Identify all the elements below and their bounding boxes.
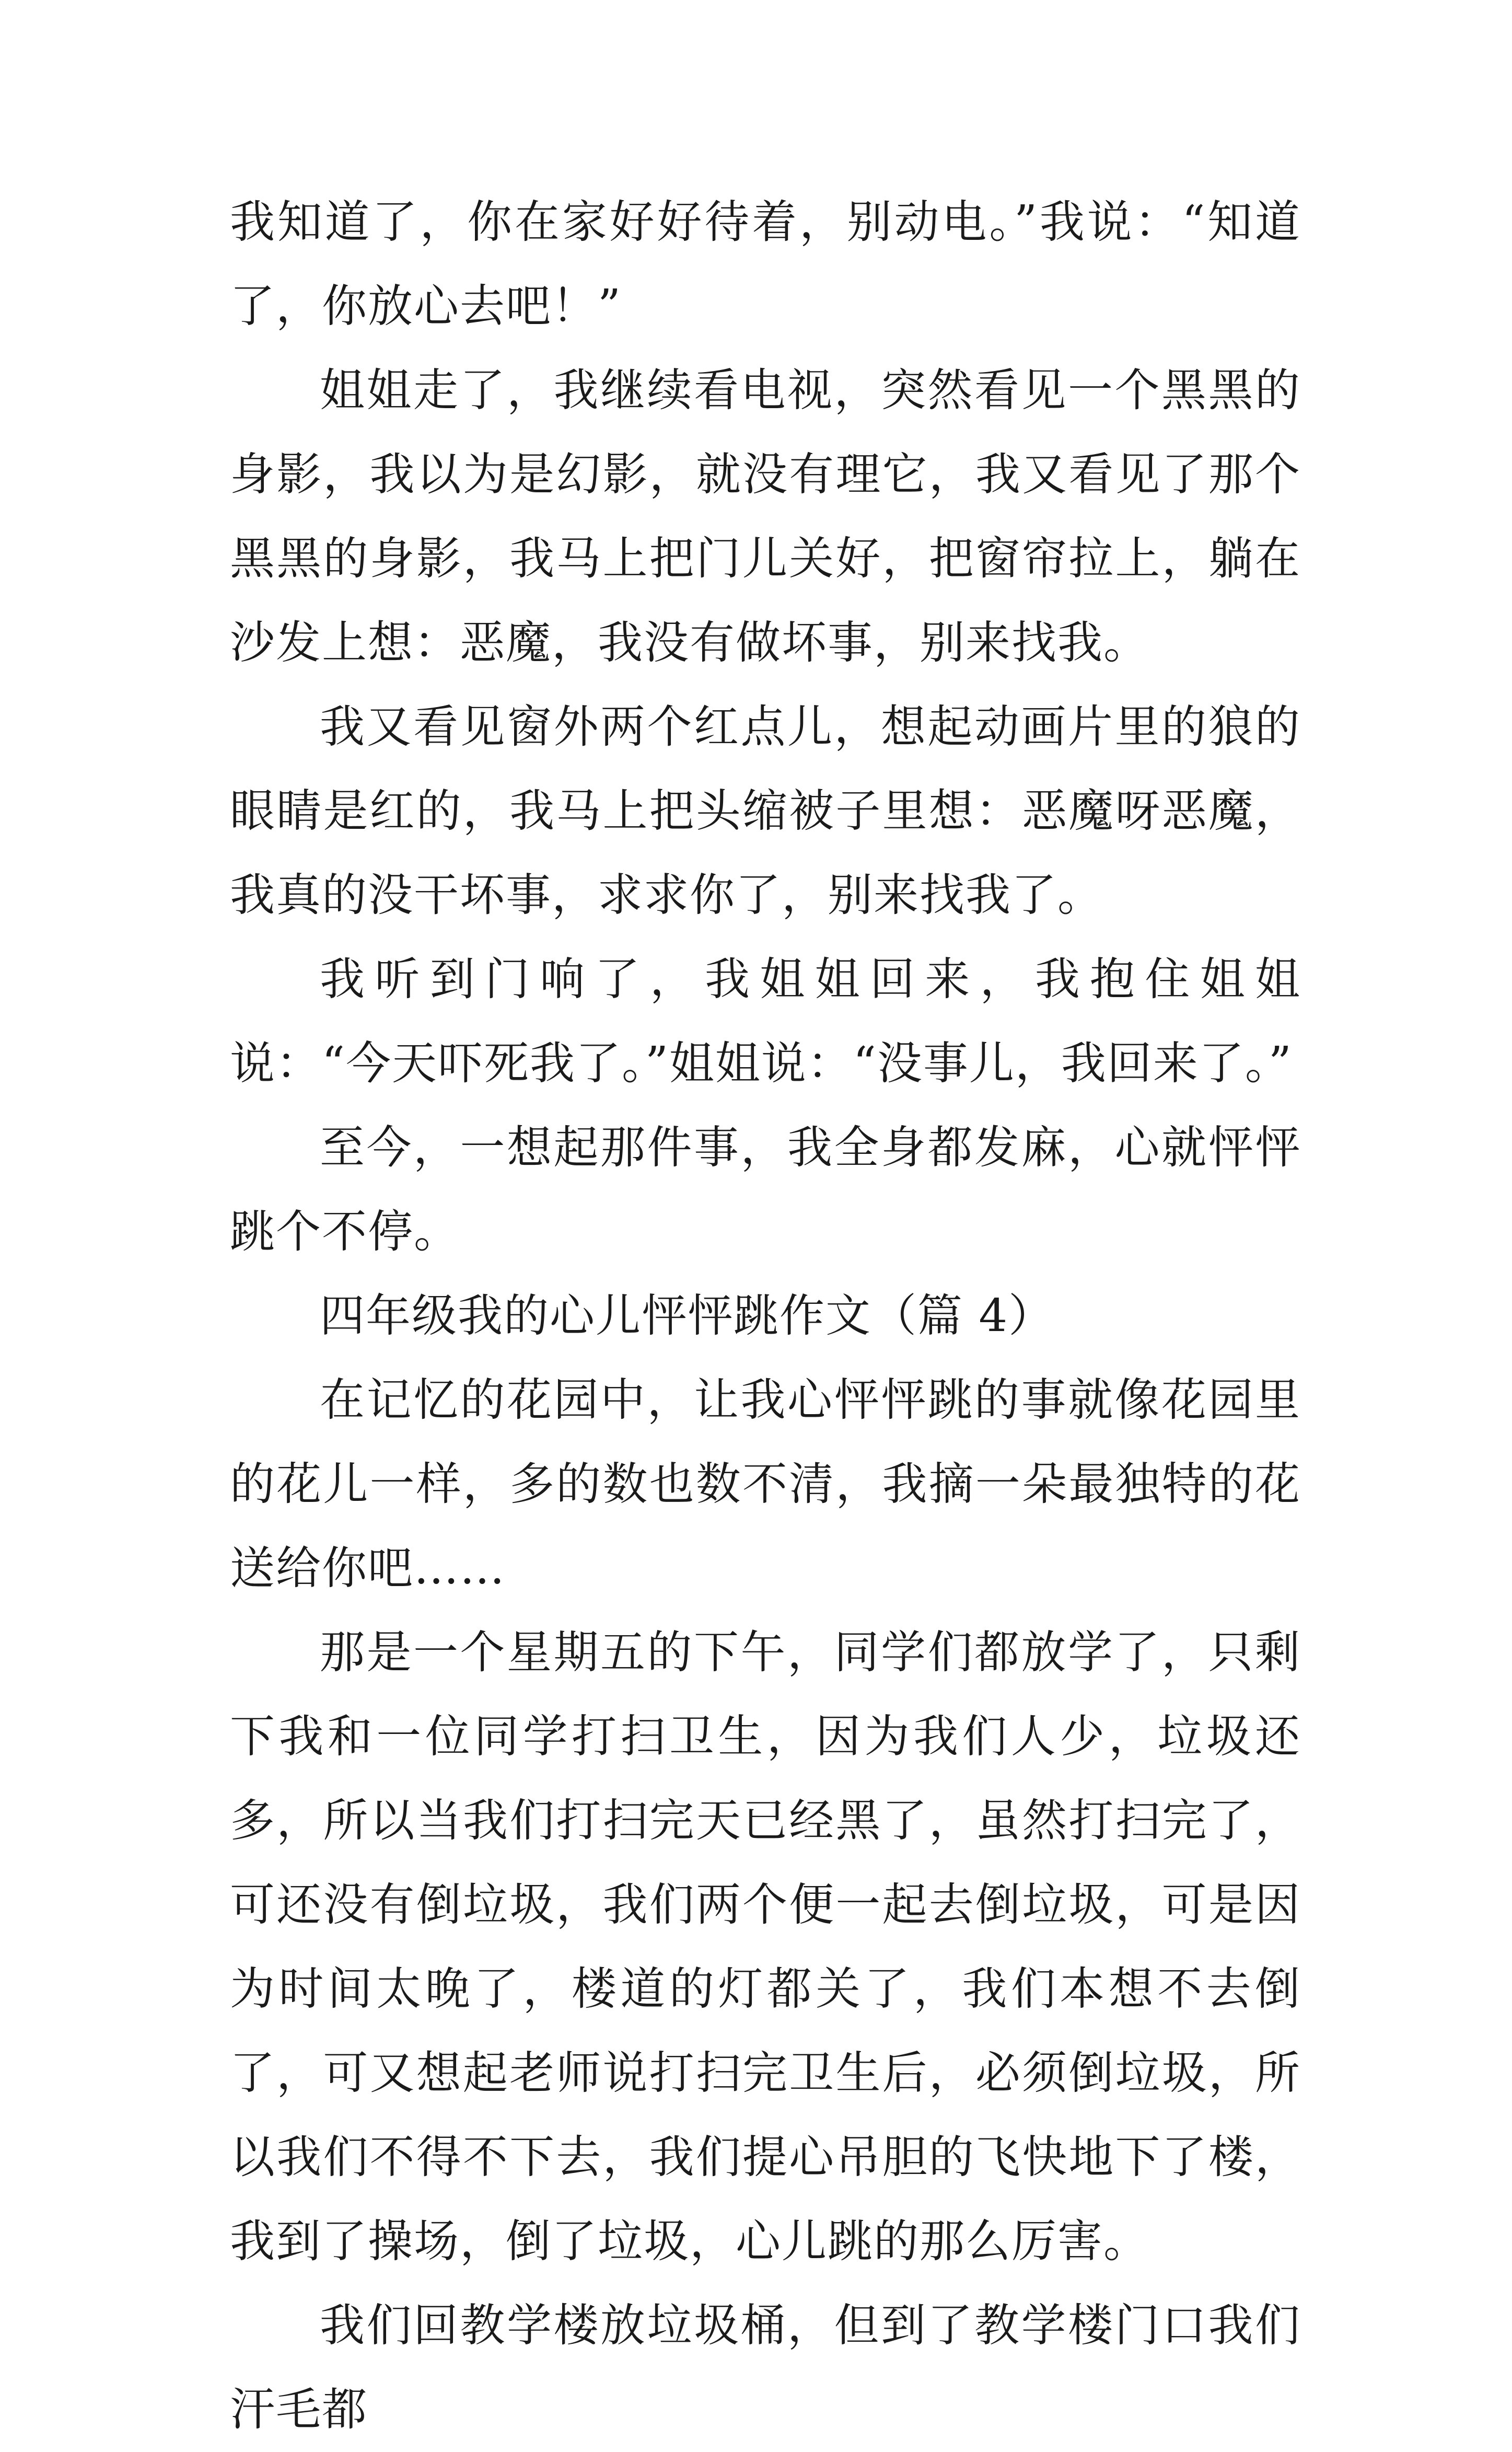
document-body: [230, 180, 1301, 2452]
paragraph-sister-leaves: 姐姐走了，我继续看电视，突然看见一个黑黑的身影，我以为是幻影，就没有理它，我又看见了那个黑黑的身影，我马上把门儿关好，把窗帘拉上，躺在沙发上想：恶魔，我没有做坏事，别来找我。: [230, 364, 1301, 669]
section-paragraph-story: 那是一个星期五的下午，同学们都放学了，只剩下我和一位同学打扫卫生，因为我们人少，垃圾还多，所以当我们打扫完天已经黑了，虽然打扫完了，可还没有倒垃圾，我们两个便一起去倒垃圾，可是因为时间太晚了，楼道的灯都关了，我们本想不去倒了，可又想起老师说打扫完卫生后，必须倒垃圾，所以我们不得不下去，我们提心吊胆的飞快地下了楼，我到了操场，倒了垃圾，心儿跳的那么厉害。: [230, 1626, 1301, 2268]
paragraph-sister-returns: 我听到门响了，我姐姐回来，我抱住姐姐说：“今天吓死我了。”姐姐说：“没事儿，我回来了。”: [230, 953, 1301, 1090]
section-paragraph-intro: 在记忆的花园中，让我心怦怦跳的事就像花园里的花儿一样，多的数也数不清，我摘一朵最独特的花送给你吧……: [230, 1374, 1301, 1594]
section-paragraph-continued: 我们回教学楼放垃圾桶，但到了教学楼门口我们汗毛都: [230, 2299, 1301, 2436]
section-heading: 四年级我的心儿怦怦跳作文（篇 4）: [320, 1290, 1055, 1342]
paragraph-continuation: 我知道了，你在家好好待着，别动电。”我说：“知道了，你放心去吧！”: [230, 196, 1301, 332]
paragraph-red-dots: 我又看见窗外两个红点儿，想起动画片里的狼的眼睛是红的，我马上把头缩被子里想：恶魔呀恶魔，我真的没干坏事，求求你了，别来找我了。: [230, 701, 1301, 921]
paragraph-conclusion: 至今，一想起那件事，我全身都发麻，心就怦怦跳个不停。: [230, 1121, 1301, 1258]
